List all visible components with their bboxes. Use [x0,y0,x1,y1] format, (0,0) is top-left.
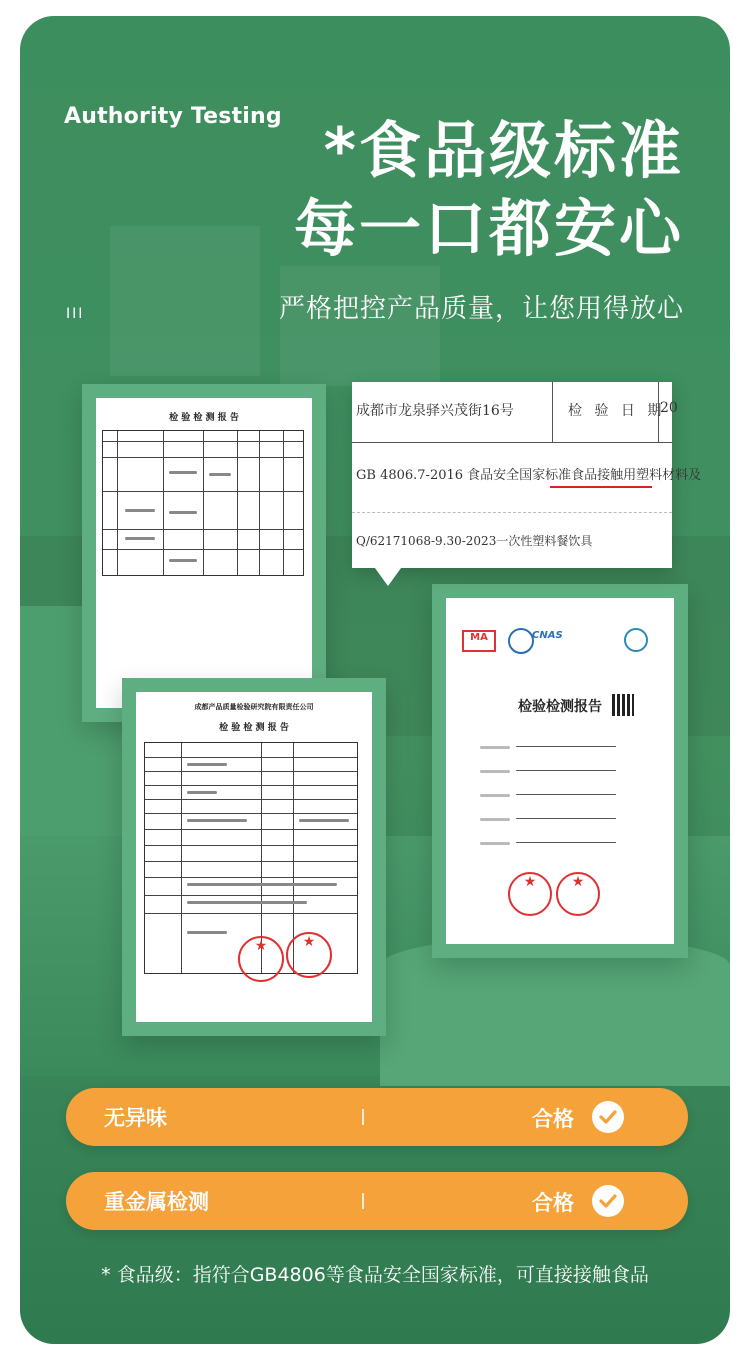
result-label: 无异味 [104,1106,167,1130]
pill-divider [362,1193,364,1209]
callout-standard-2: Q/62171068-9.30-2023一次性塑料餐饮具 [356,534,593,548]
report-title: 检 验 检 测 报 告 [169,413,239,423]
promo-card [20,16,730,1344]
report-paper-center [136,692,372,1022]
headline-line-2: 每一口都安心 [293,192,684,265]
callout-address: 成都市龙泉驿兴茂街16号 [356,403,514,419]
report-frame-left [82,384,326,722]
qr-code-icon [612,694,634,716]
result-pill [66,1172,688,1230]
result-value: 合格 [532,1107,574,1131]
headline-line-1: *食品级标准 [323,114,684,187]
subheadline: 严格把控产品质量，让您用得放心 [278,294,684,324]
seal-stamp-icon: ★ [508,872,552,916]
report-frame-right [432,584,688,958]
callout-standard-1: GB 4806.7-2016 食品安全国家标准食品接触用塑料材料及 [356,468,702,483]
report-frame-center [122,678,386,1036]
pill-divider [362,1109,364,1125]
check-icon [592,1101,624,1133]
callout-date-label: 检 验 日 期 [568,403,666,419]
headline [224,112,684,268]
report-table [102,430,304,576]
seal-stamp-icon: ★ [238,936,284,982]
decor-ticks: III [66,306,85,322]
bg-light-panel [280,266,440,386]
seal-stamp-icon: ★ [286,932,332,978]
callout-highlight-underline [550,486,652,488]
report-title: 检 验 检 测 报 告 [219,723,289,733]
report-paper-right [446,598,674,944]
eyebrow-text: Authority Testing [64,104,282,129]
result-label: 重金属检测 [104,1190,209,1214]
seal-stamp-icon: ★ [556,872,600,916]
callout-date-value: 20 [660,400,678,416]
podium-cylinder [380,936,730,1086]
report-paper-left [96,398,312,708]
check-icon [592,1185,624,1217]
result-pill [66,1088,688,1146]
footnote: * 食品级：指符合GB4806等食品安全国家标准，可直接接触食品 [101,1264,649,1286]
zoom-callout [352,382,702,568]
cma-logo-icon: MA [462,630,496,652]
cnas-logo-icon: CNAS [532,630,563,641]
callout-tail [372,564,404,586]
report-org: 成都产品质量检验研究院有限责任公司 [194,702,314,711]
report-title: 检验检测报告 [518,699,602,715]
cert-logo-icon [624,628,648,652]
ilac-logo-icon [508,628,534,654]
result-value: 合格 [532,1191,574,1215]
